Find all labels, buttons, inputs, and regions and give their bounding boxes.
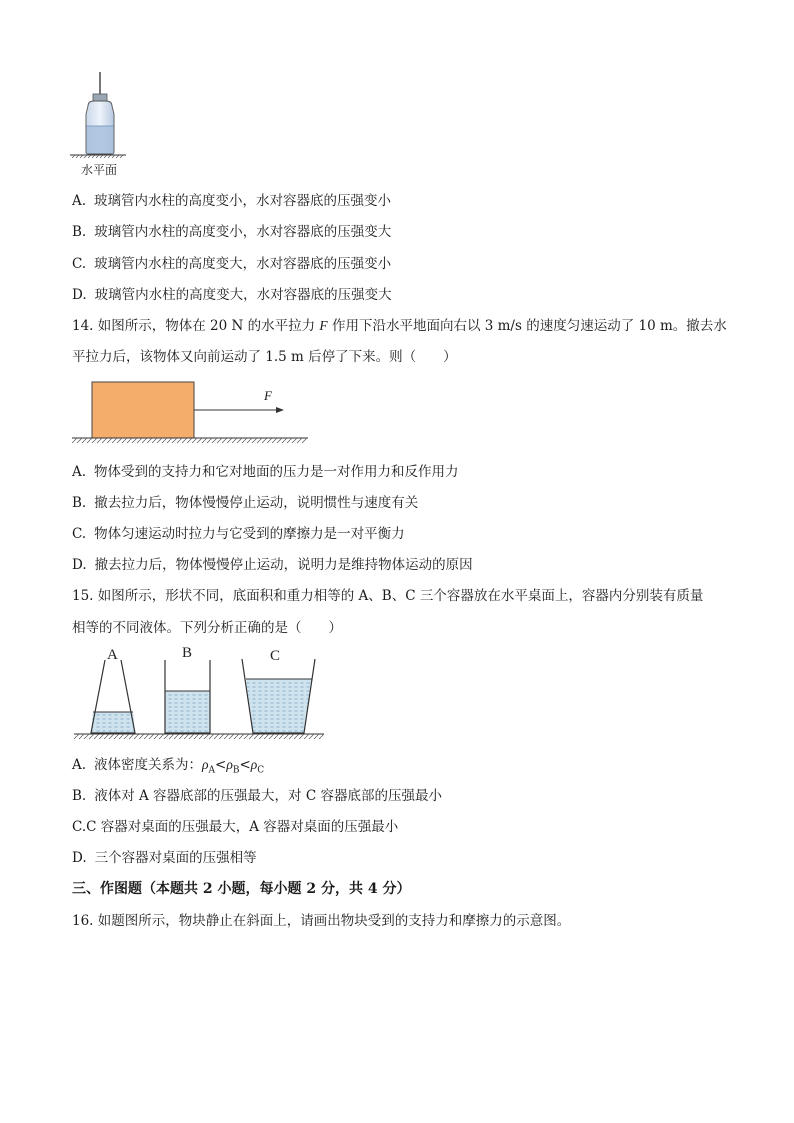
ground-hatch bbox=[84, 734, 89, 739]
fig15-liquid-b bbox=[165, 691, 210, 733]
ground-hatch bbox=[269, 734, 274, 739]
ground-hatch bbox=[219, 734, 224, 739]
ground-hatch bbox=[89, 734, 94, 739]
ground-hatch bbox=[267, 438, 272, 443]
ground-hatch bbox=[199, 734, 204, 739]
ground-hatch bbox=[174, 734, 179, 739]
ground-hatch bbox=[114, 734, 119, 739]
ground-hatch bbox=[247, 438, 252, 443]
q14-option-c: C. 物体匀速运动时拉力与它受到的摩擦力是一对平衡力 bbox=[72, 526, 405, 542]
ground-hatch bbox=[109, 734, 114, 739]
fig15-containers-diagram bbox=[72, 645, 332, 750]
ground-hatch bbox=[319, 734, 324, 739]
q15-stem-line1: 15. 如图所示，形状不同，底面积和重力相等的 A、B、C 三个容器放在水平桌面上，容器内分别装有质量 bbox=[72, 588, 704, 604]
ground-hatch bbox=[164, 734, 169, 739]
ground-hatch bbox=[177, 438, 182, 443]
ground-hatch bbox=[162, 438, 167, 443]
ground-hatch bbox=[184, 734, 189, 739]
ground-hatch bbox=[309, 734, 314, 739]
ground-hatch bbox=[194, 734, 199, 739]
ground-hatch bbox=[127, 438, 132, 443]
ground-hatch bbox=[189, 734, 194, 739]
q15-option-d: D. 三个容器对桌面的压强相等 bbox=[72, 850, 257, 866]
ground-hatch bbox=[212, 438, 217, 443]
fig15-label-a: A bbox=[107, 647, 118, 663]
ground-hatch bbox=[214, 734, 219, 739]
ground-hatch bbox=[197, 438, 202, 443]
ground-hatch bbox=[77, 438, 82, 443]
ground-hatch bbox=[107, 438, 112, 443]
ground-hatch bbox=[72, 438, 77, 443]
fig13-water bbox=[87, 126, 114, 154]
ground-hatch bbox=[154, 734, 159, 739]
ground-hatch bbox=[244, 734, 249, 739]
ground-hatch bbox=[87, 438, 92, 443]
ground-hatch bbox=[289, 734, 294, 739]
q16-stem: 16. 如题图所示，物块静止在斜面上，请画出物块受到的支持力和摩擦力的示意图。 bbox=[72, 913, 571, 929]
ground-hatch bbox=[227, 438, 232, 443]
fig15-liquid-c bbox=[246, 679, 312, 733]
ground-hatch bbox=[149, 734, 154, 739]
ground-hatch bbox=[249, 734, 254, 739]
ground-hatch bbox=[277, 438, 282, 443]
ground-hatch bbox=[104, 734, 109, 739]
ground-hatch bbox=[224, 734, 229, 739]
ground-hatch bbox=[242, 438, 247, 443]
ground-hatch bbox=[217, 438, 222, 443]
ground-hatch bbox=[234, 734, 239, 739]
ground-hatch bbox=[274, 734, 279, 739]
ground-hatch bbox=[302, 438, 307, 443]
ground-hatch bbox=[152, 438, 157, 443]
ground-hatch bbox=[262, 438, 267, 443]
ground-hatch bbox=[279, 734, 284, 739]
q13-option-a: A. 玻璃管内水柱的高度变小，水对容器底的压强变小 bbox=[72, 193, 392, 209]
ground-hatch bbox=[167, 438, 172, 443]
ground-hatch bbox=[144, 734, 149, 739]
ground-hatch bbox=[222, 438, 227, 443]
ground-hatch bbox=[304, 734, 309, 739]
ground-hatch bbox=[239, 734, 244, 739]
ground-hatch bbox=[192, 438, 197, 443]
ground-hatch bbox=[182, 438, 187, 443]
ground-hatch bbox=[257, 438, 262, 443]
fig14-force-label: F bbox=[264, 388, 272, 403]
ground-hatch bbox=[159, 734, 164, 739]
q14-option-a: A. 物体受到的支持力和它对地面的压力是一对作用力和反作用力 bbox=[72, 464, 459, 480]
ground-hatch bbox=[232, 438, 237, 443]
ground-hatch bbox=[204, 734, 209, 739]
ground-hatch bbox=[142, 438, 147, 443]
ground-hatch bbox=[254, 734, 259, 739]
ground-hatch bbox=[147, 438, 152, 443]
q14-option-d: D. 撤去拉力后，物体慢慢停止运动，说明力是维持物体运动的原因 bbox=[72, 557, 473, 573]
ground-hatch bbox=[202, 438, 207, 443]
fig15-label-b: B bbox=[182, 645, 193, 661]
q14-stem-line2: 平拉力后，该物体又向前运动了 1.5 m 后停了下来。则（ ） bbox=[72, 349, 457, 365]
fig15-liquid-a bbox=[91, 712, 135, 733]
ground-hatch bbox=[294, 734, 299, 739]
ground-hatch bbox=[119, 734, 124, 739]
ground-hatch bbox=[187, 438, 192, 443]
q13-option-b: B. 玻璃管内水柱的高度变小，水对容器底的压强变大 bbox=[72, 224, 392, 240]
fig13-bottle-cap bbox=[93, 94, 107, 101]
ground-hatch bbox=[259, 734, 264, 739]
q14-option-b: B. 撤去拉力后，物体慢慢停止运动，说明惯性与速度有关 bbox=[72, 495, 419, 511]
fig13-label: 水平面 bbox=[81, 163, 118, 177]
q15-stem-line2: 相等的不同液体。下列分析正确的是（ ） bbox=[72, 620, 342, 636]
ground-hatch bbox=[172, 438, 177, 443]
ground-hatch bbox=[94, 734, 99, 739]
ground-hatch bbox=[284, 734, 289, 739]
q13-option-d: D. 玻璃管内水柱的高度变大，水对容器底的压强变大 bbox=[72, 287, 392, 303]
ground-hatch bbox=[134, 734, 139, 739]
ground-hatch bbox=[74, 734, 79, 739]
ground-hatch bbox=[82, 438, 87, 443]
fig14-block-diagram bbox=[72, 380, 312, 450]
q15-option-a: A. 液体密度关系为：$\rho_A<\rho_B<\rho_C$ bbox=[72, 757, 265, 776]
ground-hatch bbox=[112, 438, 117, 443]
ground-hatch bbox=[129, 734, 134, 739]
ground-hatch bbox=[299, 734, 304, 739]
ground-hatch bbox=[137, 438, 142, 443]
ground-hatch bbox=[252, 438, 257, 443]
ground-hatch bbox=[237, 438, 242, 443]
fig15-label-c: C bbox=[270, 648, 281, 664]
section3-heading: 三、作图题（本题共 2 小题，每小题 2 分，共 4 分） bbox=[72, 881, 411, 897]
ground-hatch bbox=[99, 734, 104, 739]
ground-hatch bbox=[117, 438, 122, 443]
ground-hatch bbox=[122, 438, 127, 443]
ground-hatch bbox=[314, 734, 319, 739]
ground-hatch bbox=[157, 438, 162, 443]
ground-hatch bbox=[229, 734, 234, 739]
ground-hatch bbox=[79, 734, 84, 739]
ground-hatch bbox=[264, 734, 269, 739]
ground-hatch bbox=[297, 438, 302, 443]
ground-hatch bbox=[179, 734, 184, 739]
ground-hatch bbox=[97, 438, 102, 443]
ground-hatch bbox=[169, 734, 174, 739]
ground-hatch bbox=[132, 438, 137, 443]
ground-hatch bbox=[124, 734, 129, 739]
ground-hatch bbox=[292, 438, 297, 443]
ground-hatch bbox=[139, 734, 144, 739]
fig14-block bbox=[92, 382, 194, 438]
ground-hatch bbox=[209, 734, 214, 739]
ground-hatch bbox=[92, 438, 97, 443]
ground-hatch bbox=[282, 438, 287, 443]
q15-option-b: B. 液体对 A 容器底部的压强最大，对 C 容器底部的压强最小 bbox=[72, 788, 442, 804]
ground-hatch bbox=[287, 438, 292, 443]
q13-option-c: C. 玻璃管内水柱的高度变大，水对容器底的压强变小 bbox=[72, 256, 392, 272]
q15-option-c: C.C 容器对桌面的压强最大，A 容器对桌面的压强最小 bbox=[72, 819, 399, 835]
ground-hatch bbox=[102, 438, 107, 443]
ground-hatch bbox=[207, 438, 212, 443]
ground-hatch bbox=[272, 438, 277, 443]
q14-stem-line1: 14. 如图所示，物体在 20 N 的水平拉力 F 作用下沿水平地面向右以 3 m/s 的速度匀速运动了 10 m。撤去水 bbox=[72, 318, 727, 334]
